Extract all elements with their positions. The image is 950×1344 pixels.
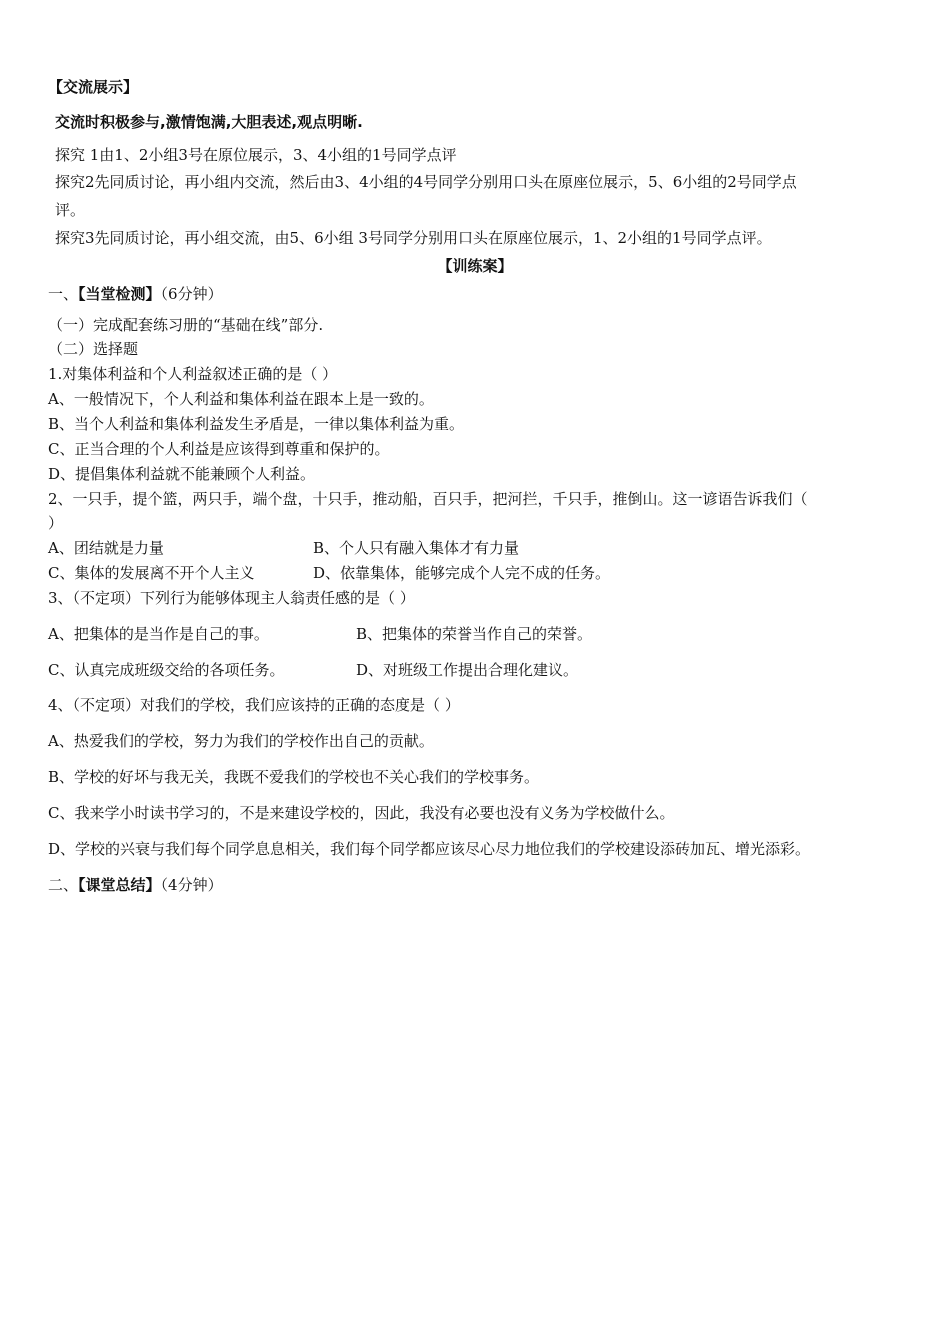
- question-1-option-b: B、当个人利益和集体利益发生矛盾是，一律以集体利益为重。: [48, 415, 465, 433]
- question-3-option-d: D、对班级工作提出合理化建议。: [356, 661, 579, 679]
- inquiry-2-line-2: 评。: [55, 201, 86, 219]
- question-2-option-d: D、依靠集体，能够完成个人完不成的任务。: [313, 564, 611, 582]
- question-4-stem: 4、（不定项）对我们的学校，我们应该持的正确的态度是（ ）: [48, 696, 460, 714]
- question-1-option-a: A、一般情况下，个人利益和集体利益在跟本上是一致的。: [48, 390, 434, 408]
- section-1-number: 一、: [48, 285, 79, 303]
- question-4-option-b: B、学校的好坏与我无关，我既不爱我们的学校也不关心我们的学校事务。: [48, 768, 540, 786]
- part-2: （二）选择题: [48, 340, 139, 358]
- question-2-option-b: B、个人只有融入集体才有力量: [313, 539, 520, 557]
- question-4-option-a: A、热爱我们的学校，努力为我们的学校作出自己的贡献。: [48, 732, 434, 750]
- section-1-heading: [48, 284, 223, 304]
- question-2-stem-line-1: 2、一只手，提个篮，两只手，端个盘，十只手，推动船，百只手，把河拦，千只手，推倒山。这一谚语告诉我们（: [48, 490, 808, 508]
- question-2-option-c: C、集体的发展离不开个人主义: [48, 564, 255, 582]
- inquiry-1: 探究 1由1、2小组3号在原位展示，3、4小组的1号同学点评: [55, 146, 457, 164]
- section-1-time: （6分钟）: [160, 285, 223, 303]
- section-2-title: 【课堂总结】: [78, 876, 161, 894]
- question-2-stem-line-2: ）: [48, 514, 64, 532]
- question-1-option-c: C、正当合理的个人利益是应该得到尊重和保护的。: [48, 440, 390, 458]
- question-1-option-d: D、提倡集体利益就不能兼顾个人利益。: [48, 465, 316, 483]
- question-1-stem: 1.对集体利益和个人利益叙述正确的是（ ）: [48, 365, 338, 383]
- section-2-heading: [48, 875, 223, 895]
- section-1-title: 【当堂检测】: [78, 285, 161, 303]
- question-4-option-c: C、我来学小时读书学习的，不是来建设学校的，因此，我没有必要也没有义务为学校做什么。: [48, 804, 675, 822]
- question-3-option-a: A、把集体的是当作是自己的事。: [48, 625, 269, 643]
- inquiry-3: 探究3先同质讨论，再小组交流，由5、6小组 3号同学分别用口头在原座位展示，1、2小组的1号同学点评。: [55, 229, 772, 247]
- question-3-stem: 3、（不定项）下列行为能够体现主人翁责任感的是（ ）: [48, 589, 415, 607]
- section-2-time: （4分钟）: [160, 876, 223, 894]
- part-1: （一）完成配套练习册的“基础在线”部分.: [48, 316, 324, 334]
- question-4-option-d: D、学校的兴衰与我们每个同学息息相关，我们每个同学都应该尽心尽力地位我们的学校建设添砖加瓦、增光添彩。: [48, 840, 811, 858]
- training-heading: 【训练案】: [437, 257, 513, 275]
- exchange-requirement: 交流时积极参与,激情饱满,大胆表述,观点明晰.: [55, 113, 363, 131]
- question-3-option-c: C、认真完成班级交给的各项任务。: [48, 661, 285, 679]
- question-2-option-a: A、团结就是力量: [48, 539, 164, 557]
- question-3-option-b: B、把集体的荣誉当作自己的荣誉。: [356, 625, 593, 643]
- section-2-number: 二、: [48, 876, 79, 894]
- exchange-heading: 【交流展示】: [48, 78, 139, 96]
- inquiry-2-line-1: 探究2先同质讨论，再小组内交流，然后由3、4小组的4号同学分别用口头在原座位展示，5、6小组的2号同学点: [55, 173, 797, 191]
